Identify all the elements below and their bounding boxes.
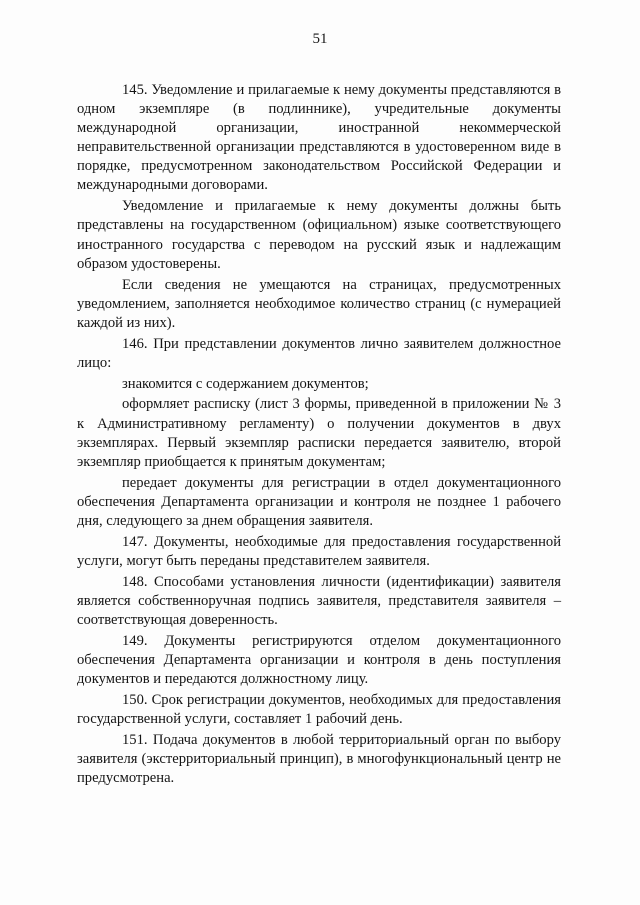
document-body [77, 81, 561, 790]
paragraph-145-language: Уведомление и прилагаемые к нему документы должны быть представлены на государственном (официальном) языке соответствующего иностранного государства с переводом на русский язык и надлежащим образом удостоверены. [77, 198, 561, 272]
paragraph-146-step-2: оформляет расписку (лист 3 формы, приведенной в приложении № 3 к Административному регламенту) о получении документов в двух экземплярах. Первый экземпляр расписки передается заявителю, второй экземпляр приобщается к принятым документам; [77, 396, 561, 470]
paragraph-151: 151. Подача документов в любой территориальный орган по выбору заявителя (экстерриториальный принцип), в многофункциональный центр не предусмотрена. [77, 731, 561, 787]
paragraph-148: 148. Способами установления личности (идентификации) заявителя является собственноручная подпись заявителя, представителя заявителя – соответствующая доверенность. [77, 573, 561, 628]
paragraph-149: 149. Документы регистрируются отделом документационного обеспечения Департамента организации и контроля в день поступления документов и передаются должностному лицу. [77, 632, 561, 687]
paragraph-145: 145. Уведомление и прилагаемые к нему документы представляются в одном экземпляре (в подлиннике), учредительные документы международной организации, иностранной некоммерческой неправительственной организации представляются в удостоверенном виде в порядке, предусмотренном законодательством Российской Федерации и международными договорами. [77, 82, 561, 194]
paragraph-150: 150. Срок регистрации документов, необходимых для предоставления государственной услуги, составляет 1 рабочий день. [77, 691, 561, 727]
paragraph-147: 147. Документы, необходимые для предоставления государственной услуги, могут быть переданы представителем заявителя. [77, 533, 561, 569]
paragraph-146-step-1: знакомится с содержанием документов; [122, 375, 369, 392]
paragraph-146-step-3: передает документы для регистрации в отдел документационного обеспечения Департамента организации и контроля не позднее 1 рабочего дня, следующего за днем обращения заявителя. [77, 474, 561, 529]
paragraph-146: 146. При представлении документов лично заявителем должностное лицо: [77, 335, 561, 371]
page-number: 51 [312, 31, 328, 47]
paragraph-145-pages: Если сведения не умещаются на страницах, предусмотренных уведомлением, заполняется необходимое количество страниц (с нумерацией каждой из них). [77, 276, 561, 331]
